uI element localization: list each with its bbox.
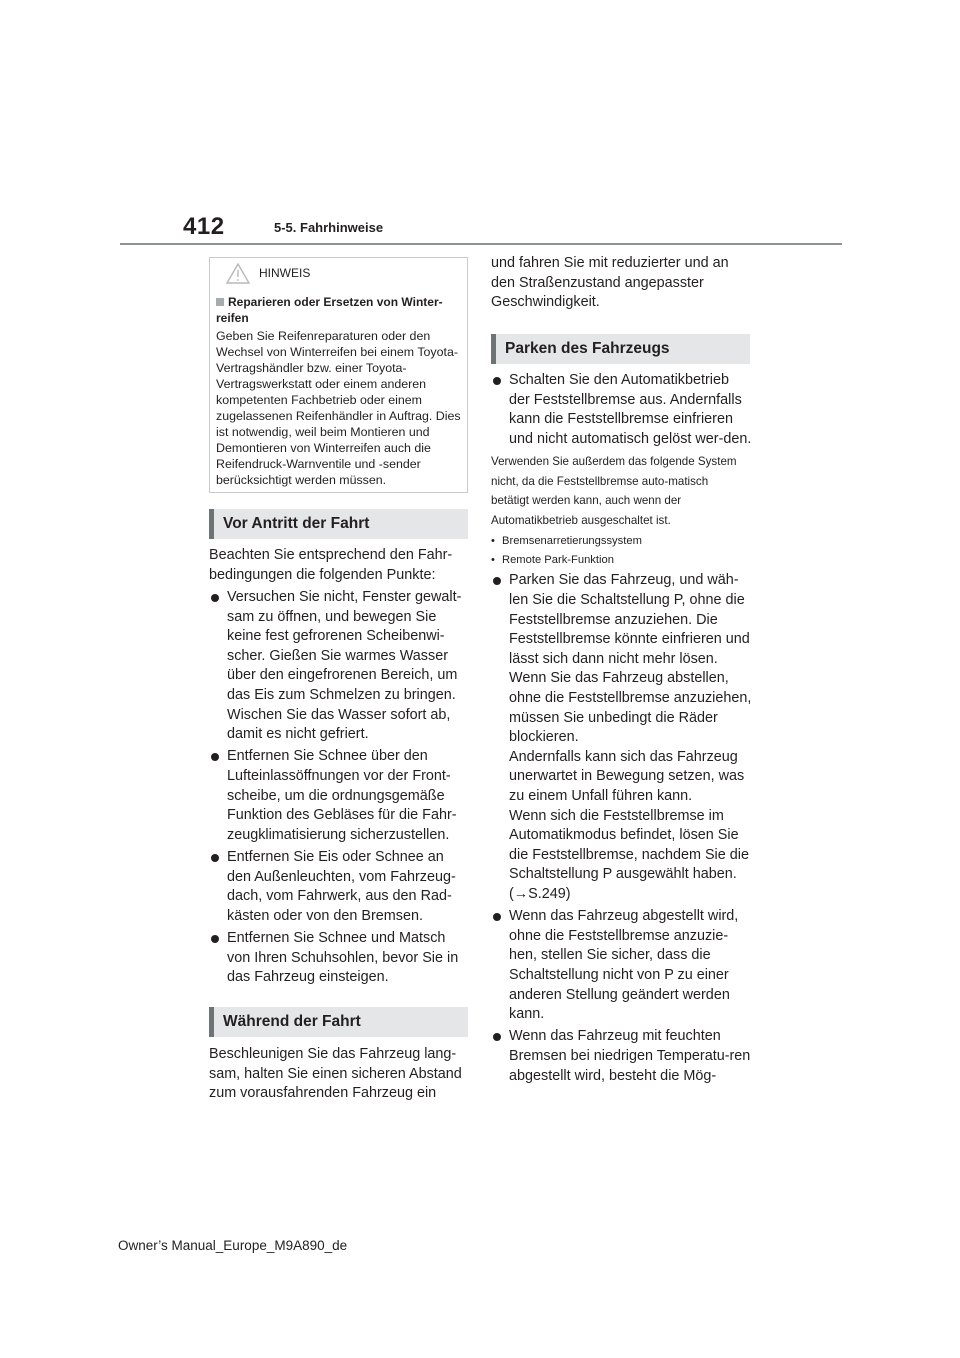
bullet-dot-icon [211,935,219,943]
list-item: Wenn das Fahrzeug abgestellt wird, ohne die Feststellbremse anzuzie-hen, stellen Sie sicher, dass die Schaltstellung nicht von P zu einer anderen Stellung geändert werden kann. [491,907,753,1025]
parking-list-1 [491,371,753,449]
bullet-dot-icon [211,854,219,862]
bullet-dot-icon [211,753,219,761]
list-item: • Remote Park-Funktion [491,551,753,570]
list-item: Entfernen Sie Schnee über den Lufteinlassöffnungen vor der Front-scheibe, um die ordnungsgemäße Funktion des Gebläses für die Fahr-zeugklimatisierung sicherzustellen. [209,747,471,845]
warning-triangle-icon [225,262,251,285]
section-before-drive-heading: Vor Antritt der Fahrt [209,509,468,539]
bullet-dot-icon [493,1033,501,1041]
notice-header [210,258,467,288]
list-item: Wenn das Fahrzeug mit feuchten Bremsen bei niedrigen Temperatu-ren abgestellt wird, besteht die Mög- [491,1027,753,1086]
while-driving-continuation: und fahren Sie mit reduzierter und an den Straßenzustand angepasster Geschwindigkeit. [491,255,729,311]
section-while-driving-heading: Während der Fahrt [209,1007,468,1037]
notice-body: Geben Sie Reifenreparaturen oder den Wechsel von Winterreifen bei einem Toyota-Vertragshändler bzw. einer Toyota-Vertragswerkstatt oder einem anderen kompetenten Fachbetrieb oder einem zugelassenen Reifenhändler in Auftrag. Dies ist notwendig, weil beim Montieren und Demontieren von Winterreifen auch die Reifendruck-Warnventile und -sender berücksichtigt werden müssen. [216,329,461,487]
bullet-dot-icon [493,377,501,385]
bullet-dot-icon [493,913,501,921]
before-drive-list [209,588,471,991]
section-parking-heading: Parken des Fahrzeugs [491,334,750,364]
parking-list-2 [491,571,753,1086]
notice-label: HINWEIS [259,266,311,280]
bullet-dot-icon [211,594,219,602]
notice-subheading: Reparieren oder Ersetzen von Winter-reifen [216,295,443,325]
list-item: Schalten Sie den Automatikbetrieb der Feststellbremse aus. Andernfalls kann die Feststellbremse einfrieren und nicht automatisch gelöst wer-den. [491,371,753,449]
header-rule [120,243,842,245]
footer-text: Owner’s Manual_Europe_M9A890_de [118,1238,348,1253]
while-driving-body: Beschleunigen Sie das Fahrzeug lang-sam, halten Sie einen sicheren Abstand zum vorausfahrenden Fahrzeug ein [209,1046,462,1102]
list-item: • Bremsenarretierungssystem [491,532,753,551]
parking-content [491,371,753,1089]
list-item: Parken Sie das Fahrzeug, und wäh-len Sie die Schaltstellung P, ohne die Feststellbremse anzuziehen. Die Feststellbremse könnte einfrieren und lässt sich dann nicht mehr lösen. Wenn Sie das Fahrzeug abstellen, ohne die Feststellbremse anzuziehen, müssen Sie unbedingt die Räder blockieren. Andernfalls kann sich das Fahrzeug unerwartet in Bewegung setzen, was zu einem Unfall führen kann. Wenn sich die Feststellbremse im Automatikmodus befindet, lösen Sie die Feststellbremse, nachdem Sie die Schaltstellung P ausgewählt haben. (→S.249) [491,571,753,904]
list-item: Entfernen Sie Schnee und Matsch von Ihren Schuhsohlen, bevor Sie in das Fahrzeug einsteigen. [209,929,471,988]
square-bullet-icon [216,298,224,306]
parking-systems-list [491,532,753,570]
chapter-title: 5-5. Fahrhinweise [274,220,384,235]
parking-note: Verwenden Sie außerdem das folgende System nicht, da die Feststellbremse auto-matisch betätigt werden kann, auch wenn der Automatikbetrieb ausgeschaltet ist. [491,455,737,527]
list-item: Entfernen Sie Eis oder Schnee an den Außenleuchten, vom Fahrzeug-dach, vom Fahrwerk, aus den Rad-kästen oder von den Bremsen. [209,848,471,926]
before-drive-intro: Beachten Sie entsprechend den Fahr-bedingungen die folgenden Punkte: [209,547,453,583]
page-number: 412 [183,213,225,240]
list-item: Versuchen Sie nicht, Fenster gewalt-sam zu öffnen, und bewegen Sie keine fest gefrorenen Scheibenwi-scher. Gießen Sie warmes Wasser über den eingefrorenen Bereich, um das Eis zum Schmelzen zu bringen. Wischen Sie das Wasser sofort ab, damit es nicht gefriert. [209,588,471,745]
bullet-dot-icon [493,577,501,585]
notice-box [209,257,468,493]
